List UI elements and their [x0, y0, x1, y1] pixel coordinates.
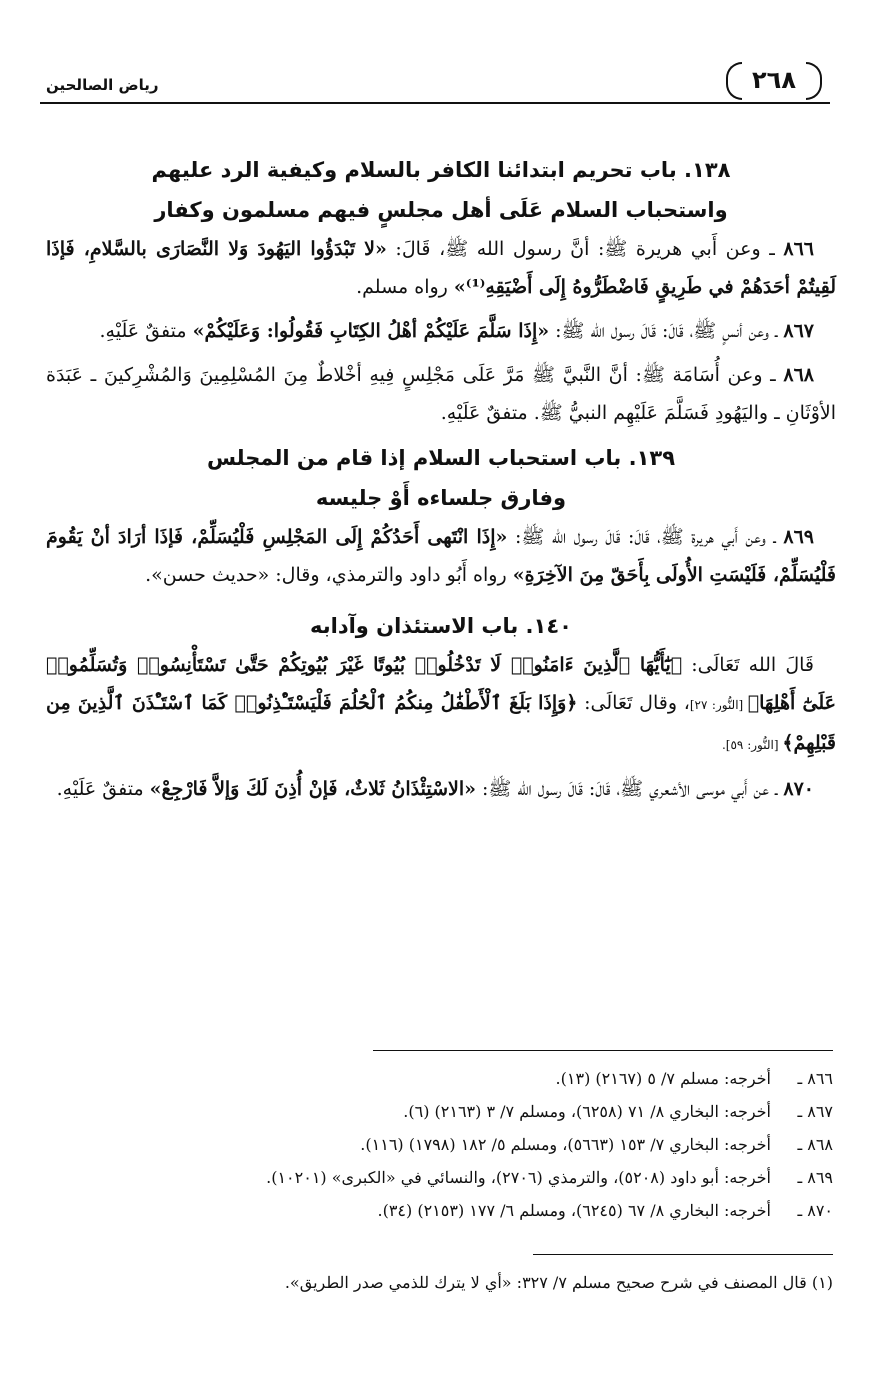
running-title: رياض الصالحين	[46, 76, 159, 94]
takhrij-footnotes	[53, 1062, 833, 1227]
hadith-intro: ـ وعن أنسٍ ﷺ، قَالَ: قَالَ رسول الله ﷺ:	[549, 320, 784, 342]
hadith-866	[46, 230, 836, 306]
hadith-867	[46, 312, 836, 350]
page-number: ٢٦٨	[736, 62, 812, 98]
footnote-row	[53, 1062, 833, 1095]
main-text	[46, 150, 836, 808]
footnote-number: ٨٧٠ ـ	[797, 1201, 833, 1220]
hadith-number: ٨٦٩	[783, 526, 815, 548]
author-note: (١) قال المصنف في شرح صحيح مسلم ٧/ ٣٢٧: «أي لا يترك للذمي صدر الطريق».	[284, 1273, 833, 1292]
verse-2-ref: [النُّور: ٥٩].	[721, 738, 783, 752]
hadith-source: رواه مسلم.	[356, 276, 454, 298]
footnote-text: أخرجه: البخاري ٨/ ٦٧ (٦٢٤٥)، ومسلم ٦/ ١٧٧ (٢١٥٣) (٣٤).	[377, 1201, 771, 1220]
header-rule	[40, 102, 830, 104]
hadith-number: ٨٦٦	[783, 238, 814, 260]
hadith-text: «إِذَا سَلَّمَ عَلَيْكُمْ أهْلُ الكِتَابِ فَقُولُوا: وَعَلَيْكُمْ»	[192, 320, 550, 342]
chapter-139-subtitle: وفارق جلساءه أَوْ جليسه	[315, 486, 567, 510]
verse-2: ﴿وَإِذَا بَلَغَ ٱلْأَطْفَٰلُ مِنكُمُ ٱلْحُلُمَ فَلْيَسْتَـْٔذِنُوا۟ كَمَا ٱسْتَـْٔذَنَ ٱلَّذِينَ مِن قَبْلِهِمْ﴾	[46, 692, 836, 754]
chapter-140-title: ١٤٠. باب الاستئذان وآدابه	[310, 614, 572, 638]
hadith-text: «الاسْتِئْذَانُ ثَلاثٌ، فَإنْ أُذِنَ لَكَ وَإلاَّ فَارْجِعْ»	[149, 778, 476, 800]
footnote-text: أخرجه: البخاري ٧/ ١٥٣ (٥٦٦٣)، ومسلم ٥/ ١٨٢ (١٧٩٨) (١١٦).	[360, 1135, 771, 1154]
verse-1: ﴿يَٰٓأَيُّهَا ٱلَّذِينَ ءَامَنُوا۟ لَا تَدْخُلُوا۟ بُيُوتًا غَيْرَ بُيُوتِكُمْ حَتَّىٰ تَسْتَأْنِسُوا۟ وَتُسَلِّمُوا۟ عَلَىٰٓ أَهْلِهَا﴾	[46, 654, 837, 714]
footnote-row	[53, 1095, 833, 1128]
hadith-text: «لا تَبْدَؤُوا اليَهُودَ وَلا النَّصَارَى بالسَّلامِ، فَإذَا لَقِيتُمْ أحَدَهُمْ في طَرِيقٍ فَاضْطَرُّوهُ إِلَى أَضْيَقِهِ⁽¹⁾»	[46, 238, 836, 298]
footnote-row	[53, 1194, 833, 1227]
hadith-intro: ـ وعن أَبي هريرة ﷺ: أنَّ رسول الله ﷺ، قَالَ:	[386, 238, 784, 260]
hadith-number: ٨٦٨	[783, 364, 814, 386]
hadith-source: متفقٌ عَلَيْهِ.	[56, 778, 150, 800]
footnote-number: ٨٦٦ ـ	[797, 1069, 833, 1088]
hadith-number: ٨٦٧	[783, 320, 814, 342]
verse-mid: ، وقال تَعَالَى:	[577, 692, 690, 714]
hadith-text: «إِذَا انْتَهى أَحَدُكُمْ إِلَى المَجْلِسِ فَلْيُسَلِّمْ، فَإذَا أرَادَ أنْ يَقُومَ فَلْيُسَلِّمْ، فَلَيْسَتِ الأُولَى بِأَحَقّ مِنَ الآخِرَةِ»	[46, 526, 836, 586]
footnote-number: ٨٦٧ ـ	[797, 1102, 833, 1121]
footnote-number: ٨٦٩ ـ	[797, 1168, 833, 1187]
hadith-number: ٨٧٠	[783, 778, 814, 800]
footnote-text: أخرجه: أبو داود (٥٢٠٨)، والترمذي (٢٧٠٦)، والنسائي في «الكبرى» (١٠٢٠١).	[266, 1168, 771, 1187]
hadith-870	[46, 770, 836, 808]
chapter-138-subtitle: واستحباب السلام عَلَى أهل مجلسٍ فيهم مسلمون وكفار	[154, 198, 728, 222]
hadith-intro: ـ وعن أَبي هريرة ﷺ، قَالَ: قَالَ رسول الله ﷺ:	[507, 526, 784, 548]
chapter-138-title: ١٣٨. باب تحريم ابتدائنا الكافر بالسلام وكيفية الرد عليهم	[151, 158, 731, 182]
hadith-intro: ـ عن أَبي موسى الأشعري ﷺ، قَالَ: قَالَ رسول الله ﷺ:	[475, 778, 784, 800]
footnote-row	[53, 1128, 833, 1161]
footnote-divider	[373, 1050, 833, 1051]
hadith-868	[46, 356, 836, 432]
footnote-text: أخرجه: مسلم ٧/ ٥ (٢١٦٧) (١٣).	[555, 1069, 771, 1088]
footnote-row	[53, 1161, 833, 1194]
verse-1-ref: [النُّور: ٢٧]	[689, 698, 748, 712]
hadith-869	[46, 518, 836, 594]
note-divider	[533, 1254, 833, 1255]
chapter-139-title: ١٣٩. باب استحباب السلام إذا قام من المجلس	[206, 446, 676, 470]
hadith-text: ـ وعن أُسَامَة ﷺ: أنَّ النَّبيَّ ﷺ مَرَّ عَلَى مَجْلِسٍ فِيهِ أخْلاطٌ مِنَ المُسْلِمِينَ وَالمُشْرِكينَ ـ عَبَدَة الأوْثَانِ ـ واليَهُودِ فَسَلَّمَ عَلَيْهِم النبيُّ ﷺ. متفقٌ عَلَيْهِ.	[46, 364, 836, 424]
hadith-source: رواه أَبُو داود والترمذي، وقال: «حديث حسن».	[145, 564, 513, 586]
quran-verses	[46, 646, 836, 764]
footnote-number: ٨٦٨ ـ	[797, 1135, 833, 1154]
page-header	[40, 58, 830, 108]
footnote-text: أخرجه: البخاري ٨/ ٧١ (٦٢٥٨)، ومسلم ٧/ ٣ (٢١٦٣) (٦).	[403, 1102, 771, 1121]
hadith-source: متفقٌ عَلَيْهِ.	[99, 320, 193, 342]
verse-intro: قَالَ الله تَعَالَى:	[682, 654, 814, 676]
